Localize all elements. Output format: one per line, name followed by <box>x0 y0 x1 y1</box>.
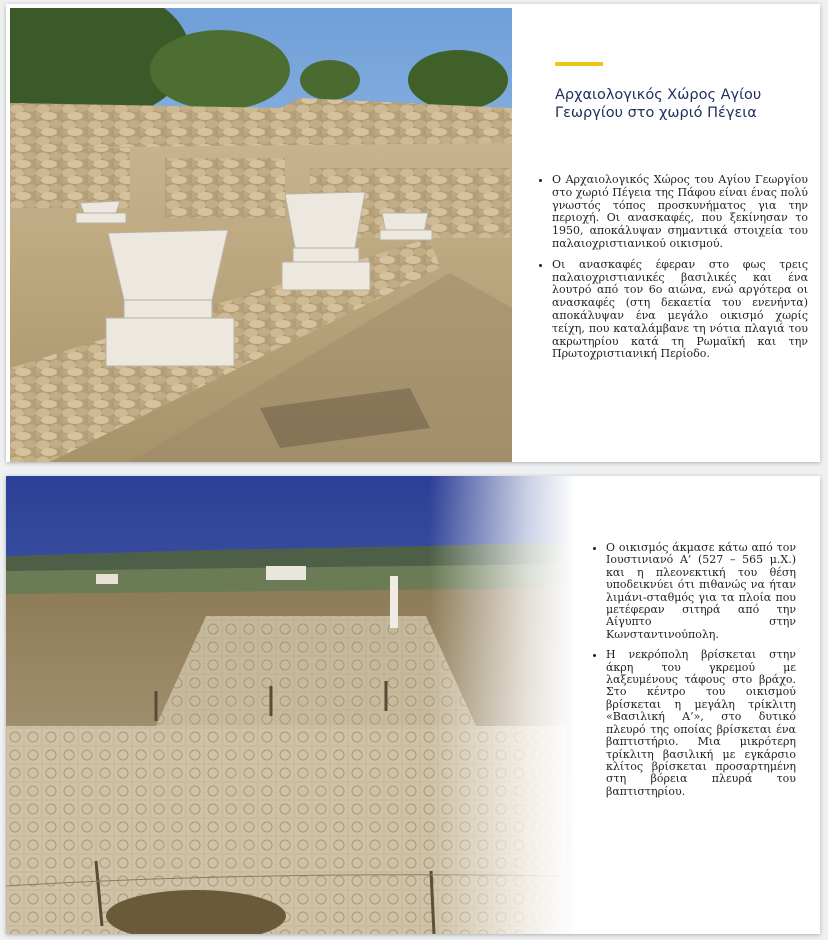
accent-bar <box>555 62 603 66</box>
bullet-item: • Η νεκρόπολη βρίσκεται στην άκρη του γκρεμού με λαξευμένους τάφους στο βράχο. Στο κέντρο του οικισμού βρίσκεται η μεγάλη τρίκλιτη «Βασιλική Α’», στο δυτικό πλευρό της οποίας βρίσκεται ένα βαπτιστήριο. Μια μικρότερη τρίκλιτη βασιλική με εγκάρσιο κλίτος βρίσκεται προσαρτημένη στη βόρεια πλευρά του βαπτιστηρίου. <box>606 649 796 798</box>
description-list <box>536 174 808 369</box>
bullet-item: • Ο οικισμός άκμασε κάτω από τον Ιουστινιανό Α’ (527 – 565 μ.Χ.) και η πλεονεκτική του θέση υποδεικνύει ότι πιθανώς να ήταν λιμάνι-σταθμός για τα πλοία που μετέφεραν σιτηρά από την Αίγυπτο στην Κωνσταντινούπολη. <box>606 542 796 641</box>
slide-1 <box>6 4 820 462</box>
bullet-item: • Ο Αρχαιολογικός Χώρος του Αγίου Γεωργίου στο χωριό Πέγεια της Πάφου είναι ένας πολύ γνωστός τόπος προσκυνήματος για την περιοχή. Οι ανασκαφές, που ξεκίνησαν το 1950, αποκάλυψαν σημαντικά στοιχεία του παλαιοχριστιανικού οικισμού. <box>552 174 808 251</box>
slide-2 <box>6 476 820 934</box>
slide-title: Αρχαιολογικός Χώρος Αγίου Γεωργίου στο χωριό Πέγεια <box>555 86 762 121</box>
archaeological-site-photo <box>10 8 512 462</box>
description-list <box>592 542 796 806</box>
bullet-item: • Οι ανασκαφές έφεραν στο φως τρεις παλαιοχριστιανικές βασιλικές και ένα λουτρό από τον 6ο αιώνα, ενώ αργότερα οι ανασκαφές (στη δεκαετία του ενενήντα) αποκάλυψαν ένα μεγάλο οικισμό χωρίς τείχη, που καταλάμβανε τη νότια πλαγιά του ακρωτηρίου κατά τη Ρωμαϊκή και την Πρωτοχριστιανική Περίοδο. <box>552 259 808 361</box>
